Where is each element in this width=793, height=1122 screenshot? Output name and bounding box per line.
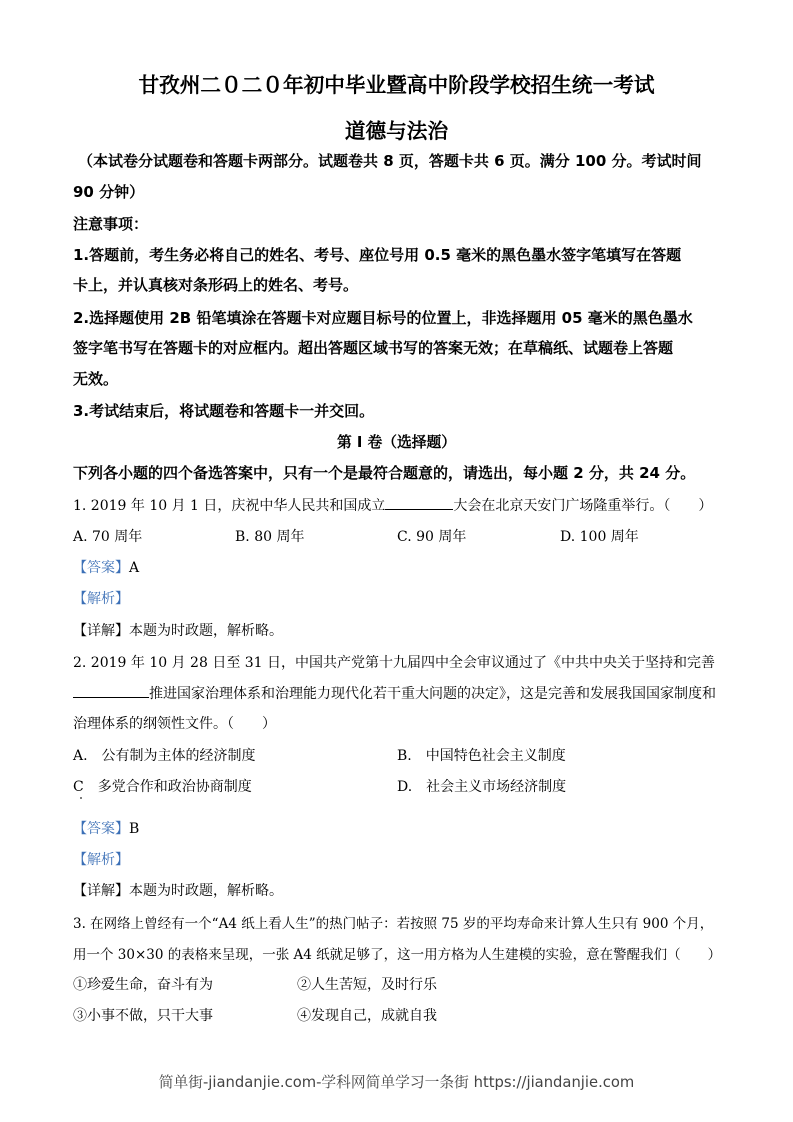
q2-analysis-tag: 【解析】: [73, 852, 129, 868]
q1-blank: [385, 497, 453, 510]
note-2-line-1: 2.选择题使用 2B 铅笔填涂在答题卡对应题目标号的位置上，非选择题用 05 毫米的黑色墨水: [73, 309, 693, 327]
q2-stem-line-1: 2. 2019 年 10 月 28 日至 31 日，中国共产党第十九届四中全会审议通过了《中共中央关于坚持和完善: [73, 655, 716, 671]
q1-answer-tag: 【答案】: [73, 560, 129, 576]
intro-line-1: （本试卷分试题卷和答题卡两部分。试题卷共 8 页，答题卡共 6 页。满分 100 分。考试时间: [78, 152, 702, 170]
q3-stem-line-2: 用一个 30×30 的表格来呈现，一张 A4 纸就足够了，这一用方格为人生建模的实验，意在警醒我们（ ）: [73, 947, 722, 963]
q1-answer-value: A: [129, 560, 140, 576]
exam-title: 甘孜州二０二０年初中毕业暨高中阶段学校招生统一考试: [138, 73, 655, 97]
q1-stem-part-a: 1. 2019 年 10 月 1 日，庆祝中华人民共和国成立: [73, 498, 386, 514]
q3-option-2: ②人生苦短，及时行乐: [297, 977, 437, 993]
q2-answer-tag: 【答案】: [73, 821, 129, 837]
notes-heading: 注意事项：: [73, 215, 149, 233]
note-2-line-2: 签字笔书写在答题卡的对应框内。超出答题区域书写的答案无效；在草稿纸、试题卷上答题: [73, 339, 674, 357]
q1-option-b: B. 80 周年: [235, 529, 305, 545]
q1-option-c: C. 90 周年: [397, 529, 467, 545]
q3-stem-line-1: 3. 在网络上曾经有一个“A4 纸上看人生”的热门帖子：若按照 75 岁的平均寿命来计算人生只有 900 个月，: [73, 916, 714, 932]
q1-detail: 【详解】本题为时政题，解析略。: [73, 623, 283, 639]
q2-option-c: C 多党合作和政治协商制度: [73, 779, 252, 795]
note-2-line-3: 无效。: [73, 370, 119, 388]
q1-analysis-tag: 【解析】: [73, 591, 129, 607]
q2-blank: [73, 685, 149, 698]
q1-stem-part-b: 大会在北京天安门广场隆重举行。（ ）: [453, 498, 713, 514]
q1-option-a: A. 70 周年: [73, 529, 143, 545]
q2-option-d: D. 社会主义市场经济制度: [397, 779, 567, 795]
intro-line-2: 90 分钟）: [73, 183, 145, 201]
q2-option-b: B. 中国特色社会主义制度: [397, 748, 566, 764]
q2-detail: 【详解】本题为时政题，解析略。: [73, 883, 283, 899]
footer-watermark: 简单街-jiandanjie.com-学科网简单学习一条街 https://jiandanjie.com: [158, 1074, 635, 1091]
q2-option-a: A. 公有制为主体的经济制度: [73, 748, 256, 764]
note-3: 3.考试结束后，将试题卷和答题卡一并交回。: [73, 402, 375, 420]
q3-option-4: ④发现自己，成就自我: [297, 1008, 437, 1024]
stray-dot: [80, 797, 82, 799]
q2-answer: [73, 818, 139, 838]
section-instruction: 下列各小题的四个备选答案中，只有一个是最符合题意的，请选出，每小题 2 分，共 24 分。: [73, 464, 696, 482]
q1-answer: [73, 557, 139, 577]
section-title: 第 I 卷（选择题）: [336, 434, 456, 451]
q1-stem: [73, 495, 712, 515]
q2-answer-value: B: [129, 821, 140, 837]
note-1-line-1: 1.答题前，考生务必将自己的姓名、考号、座位号用 0.5 毫米的黑色墨水签字笔填写在答题: [73, 246, 682, 264]
note-1-line-2: 卡上，并认真核对条形码上的姓名、考号。: [73, 276, 359, 294]
q2-stem-line-2-text: 推进国家治理体系和治理能力现代化若干重大问题的决定》，这是完善和发展我国国家制度和: [149, 686, 716, 702]
q1-option-d: D. 100 周年: [560, 529, 639, 545]
q3-option-3: ③小事不做，只干大事: [73, 1008, 213, 1024]
subject-title: 道德与法治: [344, 119, 449, 143]
q2-stem-line-2: [73, 683, 716, 703]
q3-option-1: ①珍爱生命，奋斗有为: [73, 977, 213, 993]
q2-stem-line-3: 治理体系的纲领性文件。（ ）: [73, 716, 276, 732]
